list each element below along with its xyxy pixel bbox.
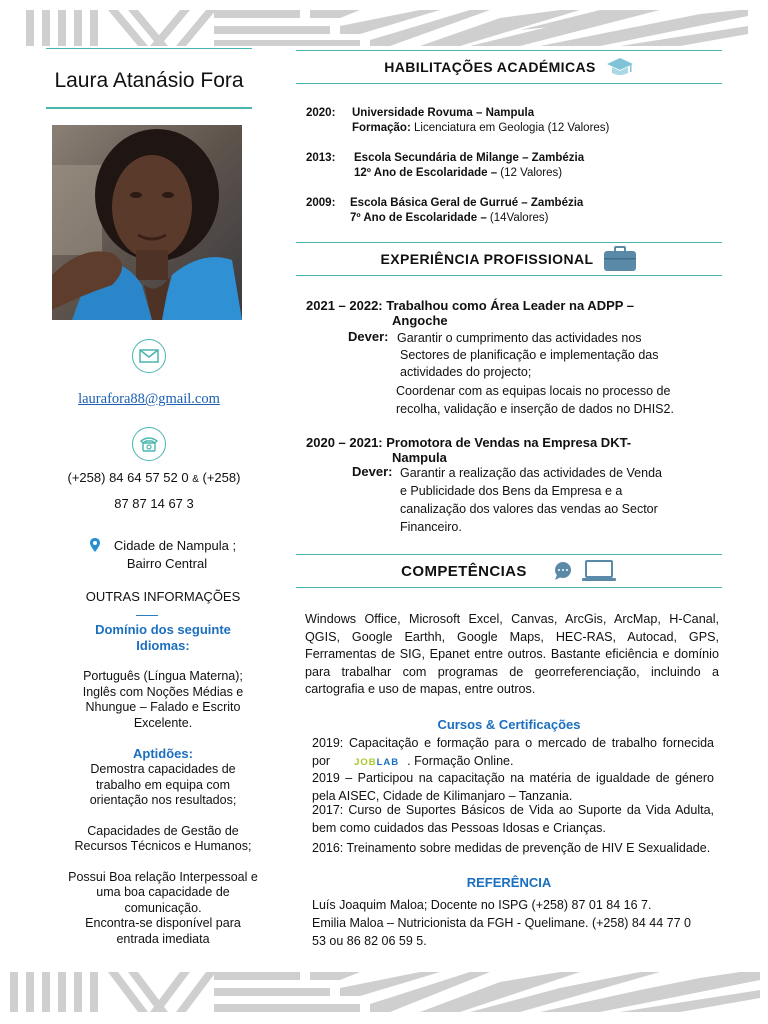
job-title-2 xyxy=(306,435,716,465)
aptidao-line: Encontra-se disponível para xyxy=(85,916,241,930)
language-line: Português (Língua Materna); xyxy=(83,669,243,683)
joblab-logo: JOBLAB xyxy=(354,756,400,768)
education-label: Formação: xyxy=(352,122,411,134)
aptidao-line: trabalho em equipa com xyxy=(95,777,231,792)
envelope-icon-circle xyxy=(132,339,166,373)
outras-title: OUTRAS INFORMAÇÕES xyxy=(85,589,241,604)
telephone-icon xyxy=(139,436,159,452)
location-pin-icon xyxy=(90,538,100,552)
referencia-heading: REFERÊNCIA xyxy=(466,875,552,890)
duty-line: actividades do projecto; xyxy=(400,365,532,379)
cert-text: . Formação Online. xyxy=(407,753,514,768)
job-title-1 xyxy=(306,298,716,328)
duty-line: Financeiro. xyxy=(400,520,462,534)
experiencia-title: EXPERIÊNCIA PROFISSIONAL xyxy=(380,251,594,267)
phone-line-2: 87 87 14 67 3 xyxy=(114,496,194,511)
languages-block xyxy=(46,622,280,731)
city-line-1: Cidade de Nampula ; xyxy=(113,538,237,553)
phone-numbers xyxy=(46,466,262,516)
cert-item: 2019 – Participou na capacitação na matéria de igualdade de género pela AISEC, Cidade de Kilimanjaro – Tanzania. xyxy=(312,771,714,803)
job-title-line: 2020 – 2021: Promotora de Vendas na Empresa DKT- xyxy=(306,435,632,450)
languages-heading-2: Idiomas: xyxy=(136,638,190,653)
email-link[interactable]: laurafora88@gmail.com xyxy=(78,391,220,407)
job-title-line: 2021 – 2022: Trabalhou como Área Leader na ADPP – xyxy=(306,298,635,313)
duty-line: Coordenar com as equipas locais no processo de xyxy=(396,384,671,398)
bottom-decorative-band xyxy=(0,968,768,1018)
habilitacoes-header xyxy=(296,50,722,84)
laptop-icon xyxy=(581,560,617,582)
reference-line: Luís Joaquim Maloa; Docente no ISPG (+258) 87 01 84 16 7. xyxy=(312,898,652,912)
aptidao-line: Capacidades de Gestão de xyxy=(87,823,239,838)
profile-photo xyxy=(52,125,242,320)
education-detail: Licenciatura em Geologia (12 Valores) xyxy=(410,122,610,134)
phone-part-1: (+258) 84 64 57 52 0 xyxy=(67,470,189,485)
cert-item xyxy=(312,735,714,771)
aptidao-line: Demostra capacidades de xyxy=(90,762,236,776)
aptidoes-heading: Aptidões: xyxy=(133,746,193,761)
outras-divider xyxy=(136,615,158,616)
language-line: Inglês com Noções Médias e xyxy=(82,684,244,699)
competencias-title: COMPETÊNCIAS xyxy=(401,562,527,580)
chat-bubble-icon xyxy=(553,561,573,581)
envelope-icon xyxy=(139,349,159,363)
top-decorative-band xyxy=(0,0,768,50)
name-bottom-rule xyxy=(46,107,252,109)
experiencia-header xyxy=(296,242,722,276)
graduation-cap-icon xyxy=(606,56,634,78)
duty-line: Garantir a realização das actividades de Venda xyxy=(400,466,662,480)
education-year: 2009: xyxy=(306,197,336,209)
education-detail: (12 Valores) xyxy=(497,167,563,179)
duty-line: recolha, validação e inserção de dados no DHIS2. xyxy=(396,402,674,416)
aptidao-line: entrada imediata xyxy=(116,931,210,946)
job-title-line: Angoche xyxy=(392,313,448,328)
phone-part-2: (+258) xyxy=(202,470,241,485)
education-year: 2020: xyxy=(306,107,336,119)
cert-item: 2016: Treinamento sobre medidas de prevenção de HIV E Sexualidade. xyxy=(312,841,711,855)
competencias-header xyxy=(296,554,722,588)
education-label: 7º Ano de Escolaridade – xyxy=(350,212,487,224)
dever-label: Dever: xyxy=(348,329,389,344)
education-label: 12º Ano de Escolaridade – xyxy=(354,167,498,179)
candidate-name: Laura Atanásio Fora xyxy=(54,69,244,92)
cursos-heading: Cursos & Certificações xyxy=(437,717,581,732)
education-school: Escola Secundária de Milange – Zambézia xyxy=(354,152,585,164)
language-line: Nhungue – Falado e Escrito xyxy=(85,700,241,714)
aptidao-line: comunicação. xyxy=(124,900,202,915)
duty-line: e Publicidade dos Bens da Empresa e a xyxy=(400,484,623,498)
languages-heading-1: Domínio dos seguinte xyxy=(95,622,231,637)
job-title-line: Nampula xyxy=(392,450,447,465)
aptidao-line: Possui Boa relação Interpessoal e xyxy=(68,869,258,884)
aptidao-line: orientação nos resultados; xyxy=(89,793,237,807)
city-line-2: Bairro Central xyxy=(126,556,208,571)
aptidoes-block xyxy=(46,746,280,947)
education-school: Universidade Rovuma – Nampula xyxy=(352,107,535,119)
reference-line: 53 ou 86 82 06 59 5. xyxy=(312,934,427,948)
education-school: Escola Básica Geral de Gurrué – Zambézia xyxy=(350,197,584,209)
education-detail: (14Valores) xyxy=(486,212,549,224)
dever-label: Dever: xyxy=(352,464,393,479)
duty-line: canalização dos valores das vendas ao Sector xyxy=(400,502,658,516)
cert-item: 2017: Curso de Suportes Básicos de Vida ao Suporte da Vida Adulta, bem como cuidados das Pessoas Idosas e Crianças. xyxy=(312,803,714,835)
phone-amp: & xyxy=(192,474,199,485)
duty-line: Sectores de planificação e implementação das xyxy=(400,348,659,362)
briefcase-icon xyxy=(603,246,637,272)
aptidao-line: uma boa capacidade de xyxy=(96,885,230,899)
competencias-text: Windows Office, Microsoft Excel, Canvas, ArcGis, ArcMap, H-Canal, QGIS, Google Earthh, Google Maps, HEC-RAS, Autocad, GPS, Ferramentas de SIG, Epanet entre outros. Bastante eficiência e domínio para trabalhar com programas de georreferenciação, incluindo a cartografia e uso de mapas, entre outros. xyxy=(305,612,719,696)
education-year: 2013: xyxy=(306,152,336,164)
language-line: Excelente. xyxy=(133,715,193,730)
cert-text: 2019: Capacitação e formação para o mercado de trabalho fornecida por xyxy=(312,736,714,768)
duty-line: Garantir o cumprimento das actividades nos xyxy=(397,331,642,345)
habilitacoes-title: HABILITAÇÕES ACADÉMICAS xyxy=(384,59,596,75)
left-column xyxy=(46,48,252,109)
reference-line: Emilia Maloa – Nutricionista da FGH - Quelimane. (+258) 84 44 77 0 xyxy=(312,916,691,930)
telephone-icon-circle xyxy=(132,427,166,461)
aptidao-line: Recursos Técnicos e Humanos; xyxy=(74,839,252,853)
